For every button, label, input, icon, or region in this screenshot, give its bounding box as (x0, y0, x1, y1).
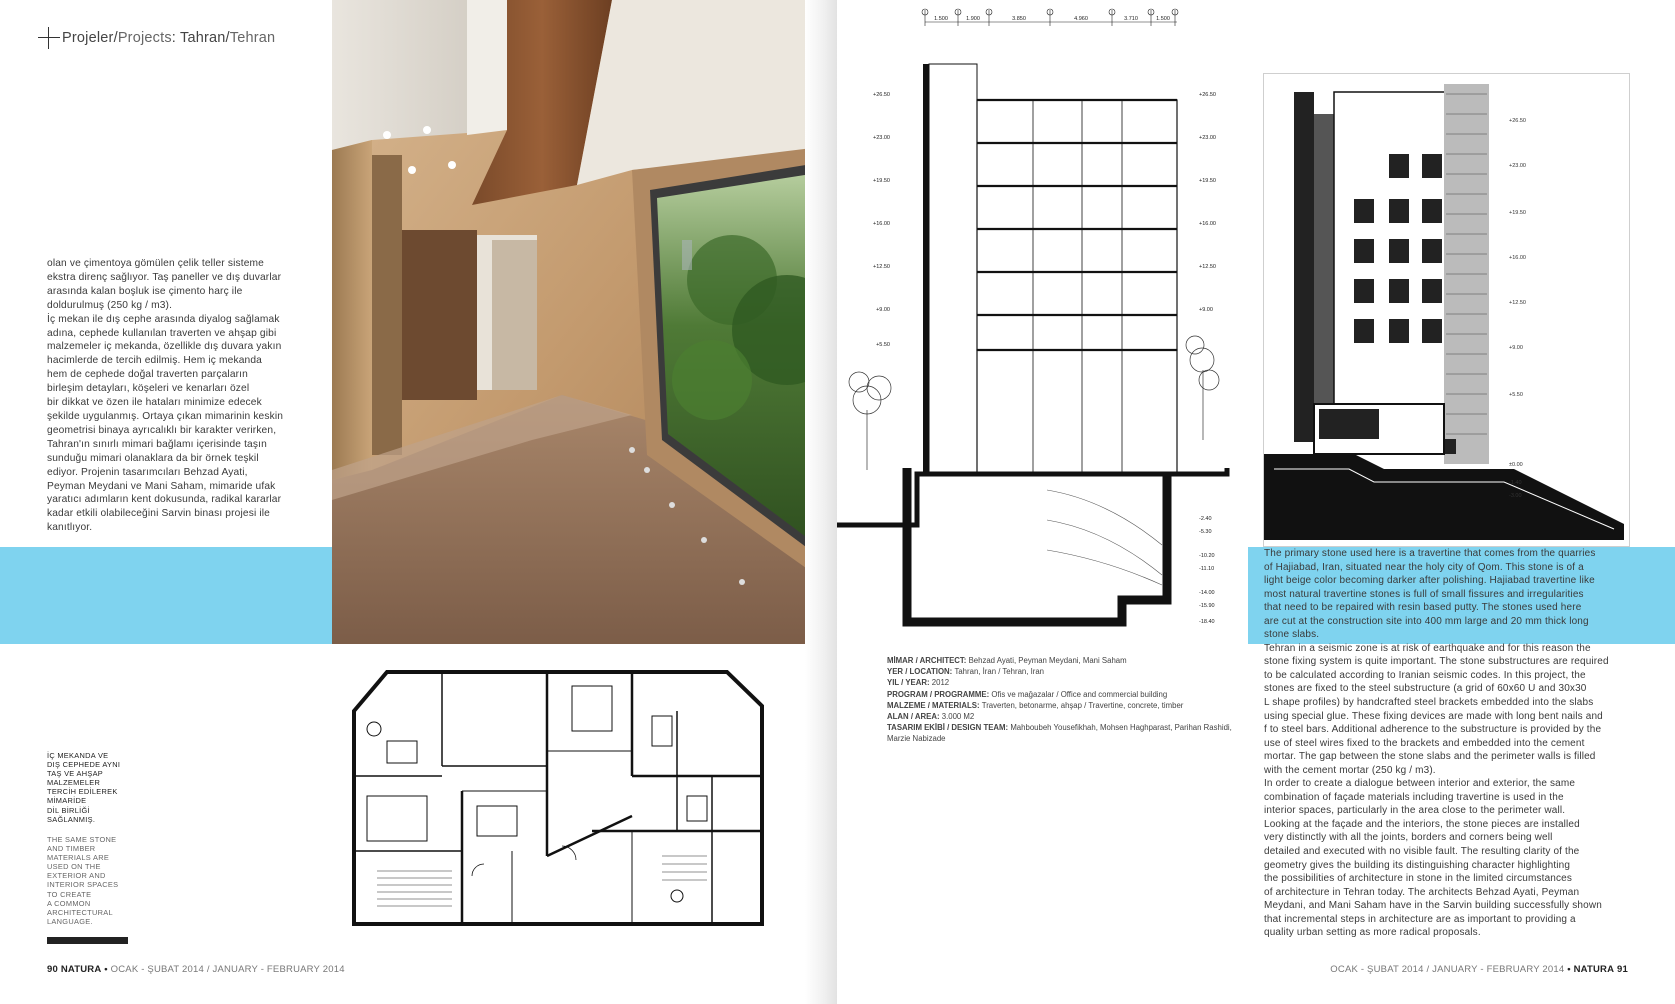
caption-line: İÇ MEKANDA VE (47, 751, 109, 760)
level-label: -10.20 (1199, 553, 1215, 559)
text-line: geometry gives the building its distinguishing character highlighting (1264, 859, 1571, 871)
level-label: +26.50 (873, 92, 890, 98)
level-label: +9.00 (876, 307, 890, 313)
text-line: the possibilities of architecture in stone in the limited circumstances (1264, 873, 1573, 885)
text-line: Peyman Meydani ve Mani Saham, mimaride ufak (47, 480, 276, 492)
caption-en (47, 835, 137, 926)
window (1354, 199, 1374, 223)
text-line: quality urban setting as more radical proposals. (1264, 927, 1481, 939)
caption-line: ARCHITECTURAL (47, 907, 113, 917)
credit-row: YER / LOCATION: Tahran, İran / Tehran, Iran (887, 667, 1045, 677)
caption-line: TAŞ VE AHŞAP (47, 769, 104, 779)
footer-left: 90 NATURA • OCAK - ŞUBAT 2014 / JANUARY - FEBRUARY 2014 (47, 964, 345, 975)
section-drawing (837, 0, 1248, 644)
window (1354, 239, 1374, 263)
window (1389, 319, 1409, 343)
caption-line: LANGUAGE. (47, 916, 93, 926)
text-line: that incremental steps in architecture are as important to providing a (1264, 913, 1576, 925)
level-label: +26.50 (1199, 92, 1216, 98)
text-line: geometrisi binaya ayrıcalıklı bir karakter verirken, (47, 424, 277, 436)
caption-rule (47, 937, 128, 944)
page-spine (805, 0, 837, 1004)
text-line: olan ve çimentoya gömülen çelik teller sisteme (47, 258, 264, 269)
text-line: hem de cephede doğal traverten parçaların (47, 369, 248, 381)
window (1422, 279, 1442, 303)
caption-line: EXTERIOR AND (47, 871, 106, 881)
interior-photo-illustration (332, 0, 837, 644)
text-line: use of steel wires fixed to the brackets and embedded into the cement (1264, 737, 1585, 749)
credit-row: PROGRAM / PROGRAMME: Ofis ve mağazalar / Office and commercial building (887, 689, 1168, 699)
floor-plan-drawing (332, 656, 790, 949)
text-line: detailed and executed with no visible fault. The resulting clarity of the (1264, 846, 1580, 858)
credit-row: Marzie Nabizade (887, 734, 946, 744)
text-line: malzemeler iç mekanda, özellikle dış duvara yakın (47, 341, 282, 353)
window (1422, 319, 1442, 343)
text-line: L shape profiles) by handcrafted steel brackets embedded into the slabs (1264, 697, 1594, 709)
grid-dimension: 1.500 (934, 16, 948, 22)
text-line: that need to be repaired with resin based putty. The stones used here (1264, 602, 1582, 614)
text-line: to be calculated according to Iranian seismic codes. In this project, the (1264, 669, 1586, 681)
caption-line: USED ON THE (47, 862, 101, 872)
text-line: Tahran'ın sınırlı mimari bağlamı içerisinde taşın (47, 438, 267, 450)
floor-plan (332, 656, 790, 949)
text-line: most natural travertine stones is full of small fissures and irregularities (1264, 588, 1584, 600)
project-credits (887, 655, 1247, 745)
text-line: mortar. The gap between the stone slabs and the perimeter walls is filled (1264, 751, 1596, 763)
section-tr: Projeler (62, 29, 114, 46)
grid-dimension: 1.900 (966, 16, 980, 22)
credit-row: TASARIM EKİBİ / DESIGN TEAM: Mahboubeh Yousefikhah, Mohsen Haghparast, Parihan Rashidi, (887, 723, 1232, 733)
window (1422, 154, 1442, 178)
window (1389, 279, 1409, 303)
level-label: +9.00 (1509, 345, 1523, 351)
grid-dimension: 3.710 (1124, 16, 1138, 22)
caption-line: A COMMON (47, 898, 91, 908)
level-label: +19.50 (1199, 178, 1216, 184)
caption-line: INTERIOR SPACES (47, 880, 119, 890)
section-header: Projeler/Projects: Tahran/Tehran (38, 27, 275, 51)
text-line: kanıtlıyor. (47, 522, 93, 534)
text-line: bir dikkat ve özen ile hataları minimize edecek (47, 397, 262, 409)
text-line: using special glue. These fixing devices are made with long bent nails and (1264, 710, 1603, 722)
text-line: ediyor. Projenin tasarımcıları Behzad Ayati, (47, 466, 248, 478)
level-label: +23.00 (873, 135, 890, 141)
caption-line: TO CREATE (47, 889, 92, 899)
text-line: of architecture in Tehran today. The architects Behzad Ayati, Peyman (1264, 886, 1580, 898)
caption-line: THE SAME STONE (47, 835, 117, 844)
accent-band-left (0, 547, 332, 644)
text-line: arasında kalan boşluk ise çimento harç ile (47, 285, 243, 297)
text-line: with the cement mortar (250 kg / m3). (1264, 764, 1436, 776)
text-line: f to steel bars. Additional adherence to the substructure is provided by the (1264, 724, 1602, 736)
city-tr: Tahran (180, 29, 226, 46)
level-label: +16.00 (1199, 221, 1216, 227)
level-label: +26.50 (1509, 118, 1526, 124)
caption-tr (47, 751, 137, 824)
ground-door (1444, 439, 1456, 454)
caption-line: AND TIMBER (47, 844, 96, 854)
city-en: Tehran (229, 29, 276, 46)
caption-line: DIŞ CEPHEDE AYNI (47, 760, 121, 770)
grid-dimension: 4.960 (1074, 16, 1088, 22)
text-line: interior spaces, particularly in the area close to the perimeter wall. (1264, 805, 1566, 817)
level-label: +12.50 (1199, 264, 1216, 270)
text-line: Tehran in a seismic zone is at risk of earthquake and for this reason the (1264, 642, 1591, 654)
window (1389, 199, 1409, 223)
window (1389, 239, 1409, 263)
window (1354, 279, 1374, 303)
text-line: combination of façade materials including travertine is used in the (1264, 791, 1564, 803)
text-line: Looking at the façade and the interiors, the stone pieces are installed (1264, 818, 1580, 830)
level-label: -14.00 (1199, 590, 1215, 596)
text-line: yaratıcı adımların kent dokusunda, radikal kararlar (47, 494, 282, 506)
level-label: -1.40 (1509, 480, 1522, 486)
level-label: +12.50 (1509, 300, 1526, 306)
text-line: birleşim detayları, köşeleri ve kenarları özel (47, 383, 250, 395)
level-label: +19.50 (873, 178, 890, 184)
elevation-drawing-svg (1264, 74, 1629, 546)
text-line: ekstra direnç sağlıyor. Taş paneller ve dış duvarlar (47, 271, 282, 283)
level-label: +23.00 (1509, 163, 1526, 169)
caption-line: SAĞLANMIŞ. (47, 814, 96, 824)
page-number-right: 91 (1617, 964, 1628, 975)
level-label: -5.30 (1199, 529, 1212, 535)
text-line: Meydani, and Mani Saham have in the Sarvin building successfully shown (1264, 900, 1602, 912)
text-line: İç mekan ile dış cephe arasında diyalog sağlamak (47, 313, 280, 325)
text-line: kadar etkili olabileceğini Sarvin binası projesi ile (47, 508, 270, 520)
text-line: doldurulmuş (250 kg / m3). (47, 299, 173, 311)
text-line: adına, cephede kullanılan traverten ve ahşap gibi (47, 327, 277, 339)
window (1354, 319, 1374, 343)
text-line: stone fixing system is quite important. The stone substructures are required (1264, 656, 1609, 668)
caption-line: DİL BİRLİĞİ (47, 805, 90, 815)
level-label: +19.50 (1509, 210, 1526, 216)
text-line: hacimlerde de tercih edilmiş. Hem iç mekanda (47, 355, 262, 367)
text-line: stones are fixed to the steel substructure (a grid of 60x60 U and 30x30 (1264, 683, 1587, 695)
body-text-tr (47, 257, 327, 535)
level-label: -2.40 (1199, 516, 1212, 522)
text-line: In order to create a dialogue between interior and exterior, the same (1264, 778, 1576, 790)
caption-line: MALZEMELER (47, 778, 101, 788)
level-label: +23.00 (1199, 135, 1216, 141)
level-label: -18.40 (1199, 619, 1215, 625)
page-number-left: 90 (47, 964, 58, 975)
interior-photo (332, 0, 837, 644)
elevation-drawing (1263, 73, 1630, 547)
text-line: very distinctly with all the joints, borders and corners being well (1264, 832, 1553, 844)
caption-line: MİMARİDE (47, 796, 87, 806)
text-line: stone slabs. (1264, 629, 1320, 641)
level-label: +9.00 (1199, 307, 1213, 313)
credit-row: MİMAR / ARCHITECT: Behzad Ayati, Peyman Meydani, Mani Saham (887, 656, 1127, 665)
plus-icon (38, 27, 60, 49)
level-label: +16.00 (873, 221, 890, 227)
level-label: ±0.00 (1509, 462, 1523, 468)
level-label: +5.50 (1509, 392, 1523, 398)
level-label: -15.90 (1199, 603, 1215, 609)
grid-dimension: 1.500 (1156, 16, 1170, 22)
level-label: +16.00 (1509, 255, 1526, 261)
level-label: -3.00 (1509, 493, 1522, 499)
text-line: sunduğu mimari olanaklara da bir örnek teşkil (47, 452, 259, 464)
level-label: +12.50 (873, 264, 890, 270)
credit-row: MALZEME / MATERIALS: Traverten, betonarme, ahşap / Travertine, concrete, timber (887, 700, 1184, 710)
window (1389, 154, 1409, 178)
level-label: +5.50 (876, 342, 890, 348)
text-line: The primary stone used here is a travertine that comes from the quarries (1264, 548, 1596, 559)
credit-row: YIL / YEAR: 2012 (887, 678, 950, 688)
body-text-en (1264, 547, 1634, 940)
section-en: Projects (117, 29, 172, 46)
text-line: are cut at the construction site into 400 mm large and 20 mm thick long (1264, 615, 1589, 627)
text-line: of Hajiabad, Iran, situated near the holy city of Qom. This stone is of a (1264, 561, 1584, 573)
footer-right: OCAK - ŞUBAT 2014 / JANUARY - FEBRUARY 2014 • NATURA 91 (1330, 964, 1628, 975)
text-line: şekilde uygulanmış. Ortaya çıkan mimarinin keskin (47, 410, 284, 422)
section-drawing-svg (837, 0, 1248, 644)
caption-line: MATERIALS ARE (47, 853, 110, 863)
text-line: light beige color becoming darker after polishing. Hajiabad travertine like (1264, 575, 1595, 587)
level-label: -11.10 (1199, 566, 1215, 572)
caption-line: TERCİH EDİLEREK (47, 787, 118, 797)
window (1422, 199, 1442, 223)
window (1422, 239, 1442, 263)
grid-dimension: 3.850 (1012, 16, 1026, 22)
credit-row: ALAN / AREA: 3.000 M2 (887, 712, 975, 722)
